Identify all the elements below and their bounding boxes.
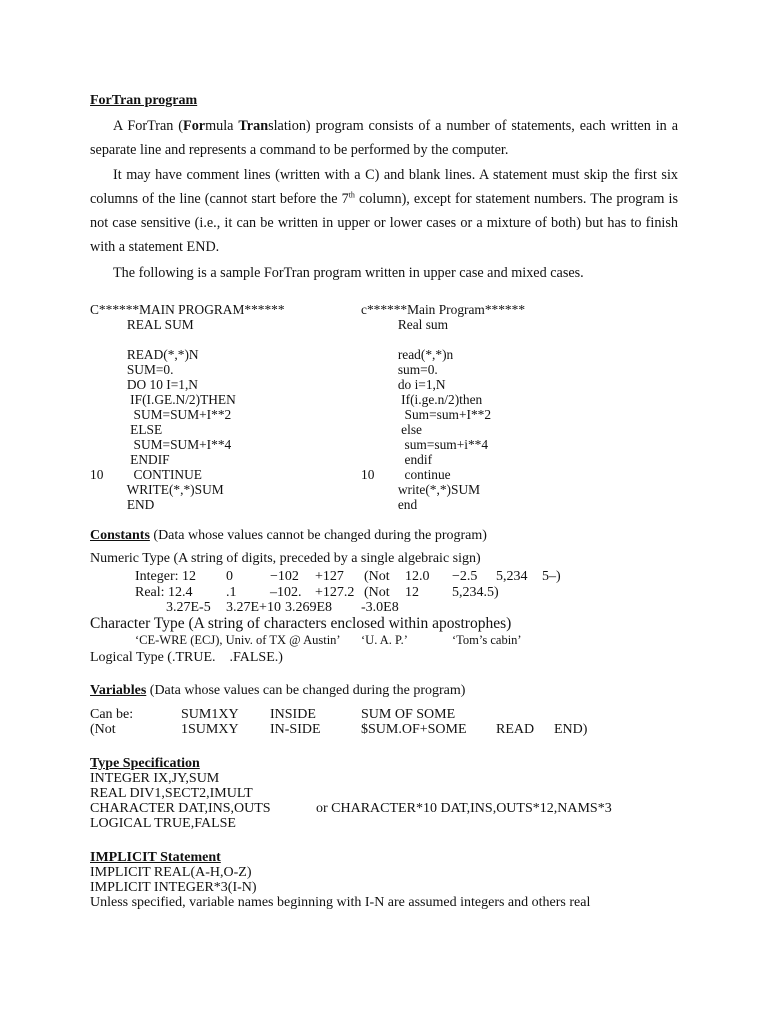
page-title: ForTran program bbox=[90, 93, 198, 108]
code-line: IF(I.GE.N/2)THEN bbox=[90, 392, 236, 407]
real-value: 5,234.5) bbox=[452, 585, 499, 600]
variables-description: (Data whose values can be changed during the program) bbox=[146, 683, 466, 698]
code-line: read(*,*)n bbox=[361, 347, 454, 362]
exponent-value: -3.0E8 bbox=[361, 600, 399, 615]
intro-paragraph-2: It may have comment lines (written with a C) and blank lines. A statement must skip the first six columns of the line (cannot start before the 7th column), except for statement numbers. The program is not case sensitive (i.e., it can be written in upper or lower cases or a mixture of both) but has to finish with a statement END. bbox=[90, 167, 678, 255]
type-spec-line: INTEGER IX,JY,SUM bbox=[90, 771, 220, 786]
code-line bbox=[361, 332, 525, 347]
variables-cell: 1SUMXY bbox=[181, 722, 239, 737]
code-line: endif bbox=[361, 452, 433, 467]
type-spec-line: LOGICAL TRUE,FALSE bbox=[90, 816, 236, 831]
integer-label: Integer: 12 bbox=[135, 569, 197, 584]
code-line: else bbox=[361, 422, 422, 437]
code-line: END bbox=[90, 497, 155, 512]
code-line: Sum=sum+I**2 bbox=[361, 407, 492, 422]
numeric-type: Numeric Type (A string of digits, preceded by a single algebraic sign) bbox=[90, 551, 481, 566]
code-line: end bbox=[361, 497, 418, 512]
type-spec-heading: Type Specification bbox=[90, 756, 200, 771]
code-line: Real sum bbox=[361, 317, 449, 332]
integer-value: 0 bbox=[226, 569, 233, 584]
character-value: ‘Tom’s cabin’ bbox=[452, 633, 522, 647]
character-type: Character Type (A string of characters enclosed within apostrophes) bbox=[90, 615, 512, 632]
code-line: READ(*,*)N bbox=[90, 347, 199, 362]
variables-heading-line bbox=[90, 683, 465, 698]
integer-value: −102 bbox=[270, 569, 299, 584]
code-line: ELSE bbox=[90, 422, 163, 437]
implicit-heading: IMPLICIT Statement bbox=[90, 850, 221, 865]
code-line: do i=1,N bbox=[361, 377, 446, 392]
code-line: 10 CONTINUE bbox=[90, 467, 202, 482]
type-spec-alternative: or CHARACTER*10 DAT,INS,OUTS*12,NAMS*3 bbox=[316, 801, 612, 816]
code-line: ENDIF bbox=[90, 452, 170, 467]
code-line: c******Main Program****** bbox=[361, 302, 526, 317]
implicit-line: IMPLICIT INTEGER*3(I-N) bbox=[90, 880, 257, 895]
intro-paragraph-3: The following is a sample ForTran program written in upper case and mixed cases. bbox=[113, 265, 584, 281]
exponent-value: 3.27E-5 bbox=[166, 600, 211, 615]
type-spec-line: CHARACTER DAT,INS,OUTS bbox=[90, 801, 271, 816]
variables-cell: $SUM.OF+SOME bbox=[361, 722, 467, 737]
real-value: (Not bbox=[364, 585, 390, 600]
variables-cell: SUM1XY bbox=[181, 707, 239, 722]
real-value: +127.2 bbox=[315, 585, 355, 600]
integer-value: (Not bbox=[364, 569, 390, 584]
character-value: ‘U. A. P.’ bbox=[361, 633, 408, 647]
code-line: 10 continue bbox=[361, 467, 451, 482]
code-line: REAL SUM bbox=[90, 317, 194, 332]
intro-paragraph-1: A ForTran (Formula Translation) program consists of a number of statements, each written in a separate line and represents a command to be performed by the computer. bbox=[90, 118, 678, 158]
variables-heading: Variables bbox=[90, 683, 147, 698]
code-line bbox=[90, 332, 285, 347]
real-value: 12 bbox=[405, 585, 419, 600]
constants-heading-line bbox=[90, 528, 487, 543]
code-line: write(*,*)SUM bbox=[361, 482, 481, 497]
code-line: WRITE(*,*)SUM bbox=[90, 482, 224, 497]
code-line: SUM=0. bbox=[90, 362, 174, 377]
implicit-line: IMPLICIT REAL(A-H,O-Z) bbox=[90, 865, 252, 880]
integer-value: 5,234 bbox=[496, 569, 528, 584]
integer-value: 12.0 bbox=[405, 569, 430, 584]
variables-cell: INSIDE bbox=[270, 707, 316, 722]
variables-cell: Can be: bbox=[90, 707, 134, 722]
exponent-value: 3.269E8 bbox=[285, 600, 333, 615]
integer-value: −2.5 bbox=[452, 569, 478, 584]
real-value: –102. bbox=[270, 585, 302, 600]
variables-cell: IN-SIDE bbox=[270, 722, 321, 737]
character-value: ‘CE-WRE (ECJ), Univ. of TX @ Austin’ bbox=[135, 633, 341, 647]
logical-type: Logical Type (.TRUE. .FALSE.) bbox=[90, 650, 283, 665]
constants-description: (Data whose values cannot be changed during the program) bbox=[149, 528, 487, 543]
code-line: If(i.ge.n/2)then bbox=[361, 392, 483, 407]
code-line: C******MAIN PROGRAM****** bbox=[90, 302, 285, 317]
variables-cell: END) bbox=[554, 722, 588, 737]
type-spec-line: REAL DIV1,SECT2,IMULT bbox=[90, 786, 253, 801]
real-label: Real: 12.4 bbox=[135, 585, 193, 600]
variables-cell: SUM OF SOME bbox=[361, 707, 456, 722]
code-line: sum=0. bbox=[361, 362, 438, 377]
code-line: sum=sum+i**4 bbox=[361, 437, 489, 452]
exponent-value: 3.27E+10 bbox=[226, 600, 281, 615]
code-sample-mixed bbox=[361, 302, 525, 512]
code-sample-upper bbox=[90, 302, 285, 512]
code-line: DO 10 I=1,N bbox=[90, 377, 198, 392]
code-line: SUM=SUM+I**4 bbox=[90, 437, 232, 452]
integer-value: 5–) bbox=[542, 569, 561, 584]
implicit-line: Unless specified, variable names beginning with I-N are assumed integers and others real bbox=[90, 895, 591, 910]
code-line: SUM=SUM+I**2 bbox=[90, 407, 232, 422]
integer-value: +127 bbox=[315, 569, 344, 584]
real-value: .1 bbox=[226, 585, 237, 600]
variables-cell: READ bbox=[496, 722, 535, 737]
constants-heading: Constants bbox=[90, 528, 150, 543]
variables-cell: (Not bbox=[90, 722, 116, 737]
